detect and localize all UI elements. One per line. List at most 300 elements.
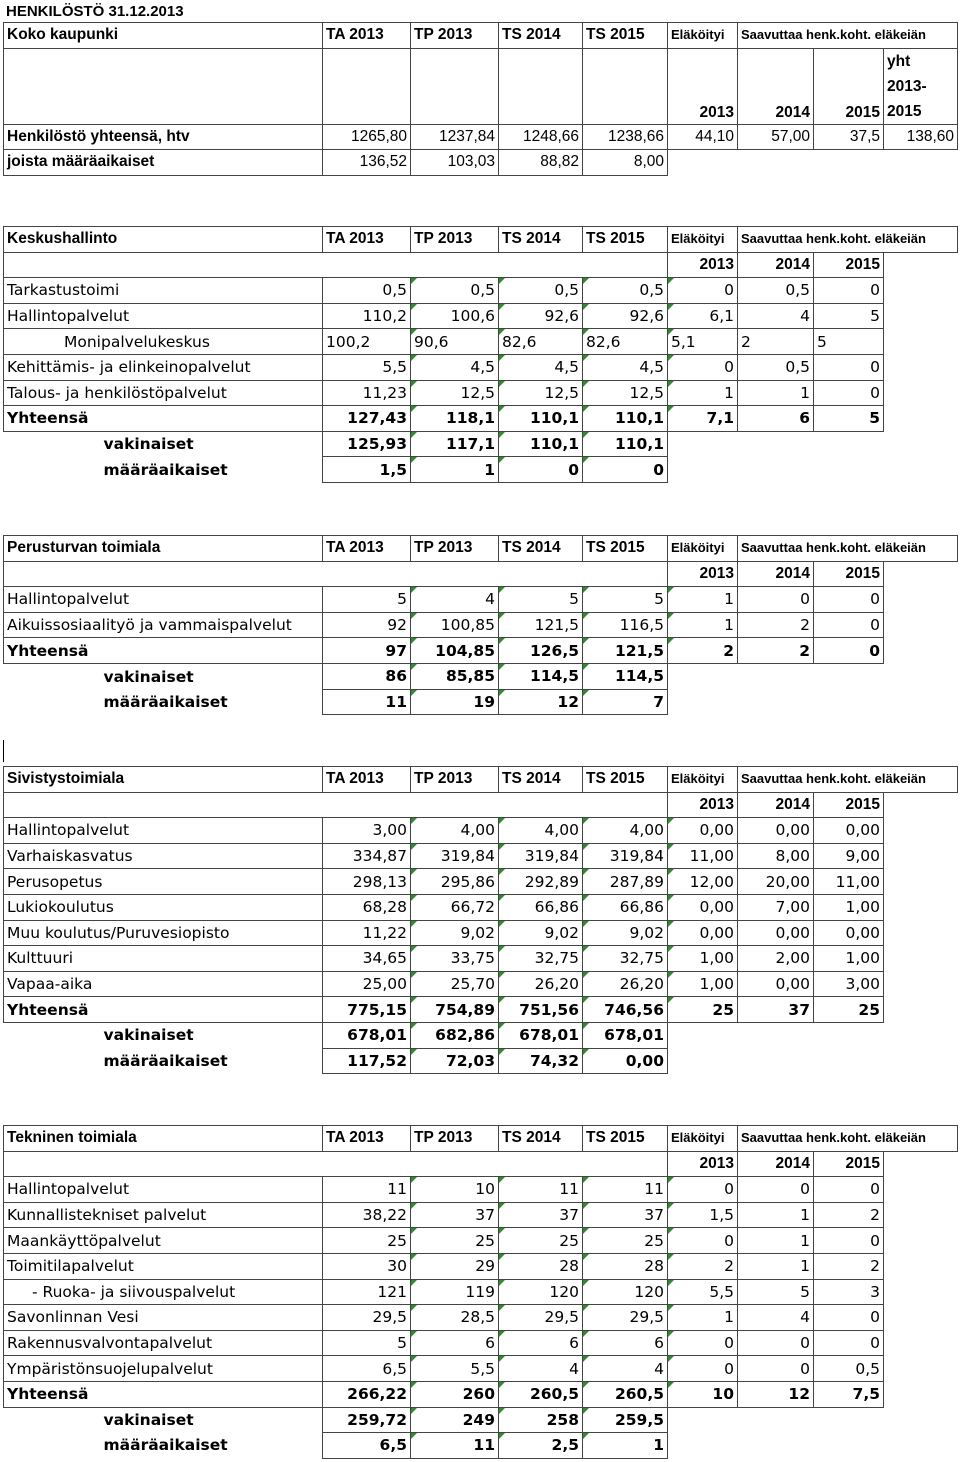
cell-value: 4 bbox=[411, 587, 499, 613]
row-label: vakinaiset bbox=[103, 1026, 194, 1045]
cell-value: 0,00 bbox=[814, 920, 884, 946]
page-title: HENKILÖSTÖ 31.12.2013 bbox=[6, 3, 184, 20]
col-header: TS 2014 bbox=[499, 1126, 583, 1152]
row-label: vakinaiset bbox=[103, 667, 194, 686]
year-header: 2015 bbox=[814, 1151, 884, 1177]
col-saavuttaa: Saavuttaa henk.koht. eläkeiän bbox=[738, 1126, 958, 1152]
cell-value: 28 bbox=[499, 1253, 583, 1279]
cell-value: 0 bbox=[668, 1330, 738, 1356]
cell-value: 110,1 bbox=[499, 431, 583, 457]
cell-value: 0,00 bbox=[583, 1048, 668, 1074]
row-label: Savonlinnan Vesi bbox=[4, 1305, 323, 1331]
col-header: TA 2013 bbox=[323, 227, 411, 253]
cell-value: 25 bbox=[499, 1228, 583, 1254]
row-label: määräaikaiset bbox=[103, 1436, 228, 1455]
year-2013: 2013 bbox=[668, 48, 738, 124]
cell-value: 12,5 bbox=[499, 380, 583, 406]
cell-value: 5 bbox=[814, 329, 884, 355]
cell-value: 25 bbox=[583, 1228, 668, 1254]
cell-value: 119 bbox=[411, 1279, 499, 1305]
cell-value: 1 bbox=[411, 457, 499, 483]
cell-value: 11,00 bbox=[668, 843, 738, 869]
cell-value: 28 bbox=[583, 1253, 668, 1279]
row-label: Hallintopalvelut bbox=[4, 587, 323, 613]
cell-value: 7,5 bbox=[814, 1381, 884, 1407]
col-header: TP 2013 bbox=[411, 536, 499, 562]
table-row bbox=[4, 354, 958, 380]
cell-value: 1 bbox=[738, 1202, 814, 1228]
cell-value: 29,5 bbox=[499, 1305, 583, 1331]
cell-value: 0,00 bbox=[738, 971, 814, 997]
cell-value: 11 bbox=[499, 1177, 583, 1203]
col-header: TS 2015 bbox=[583, 536, 668, 562]
cell-value: 0 bbox=[814, 1228, 884, 1254]
cell-value: 1,5 bbox=[323, 457, 411, 483]
table-row bbox=[4, 1305, 958, 1331]
cell-value: 0,5 bbox=[323, 278, 411, 304]
table-row bbox=[4, 920, 958, 946]
section-name: Tekninen toimiala bbox=[4, 1126, 323, 1152]
table-row bbox=[4, 894, 958, 920]
cell-value: 120 bbox=[583, 1279, 668, 1305]
section-name: Sivistystoimiala bbox=[4, 767, 323, 793]
cell-value: 1 bbox=[583, 1433, 668, 1459]
cell-value: 1 bbox=[668, 612, 738, 638]
table-row bbox=[4, 946, 958, 972]
row-label: määräaikaiset bbox=[103, 692, 228, 711]
cell-value: 11 bbox=[411, 1433, 499, 1459]
cell-value: 26,20 bbox=[499, 971, 583, 997]
cell-value: 266,22 bbox=[323, 1381, 411, 1407]
table-row bbox=[4, 587, 958, 613]
cell-value: 1,00 bbox=[668, 971, 738, 997]
col-elakoityi: Eläköityi bbox=[668, 1126, 738, 1152]
cell-value: 11 bbox=[323, 689, 411, 715]
row-label: Kulttuuri bbox=[4, 946, 323, 972]
col-elakoityi: Eläköityi bbox=[668, 767, 738, 793]
table-row bbox=[4, 1433, 958, 1459]
cell-value: 6,1 bbox=[668, 303, 738, 329]
row-label: Yhteensä bbox=[4, 997, 323, 1023]
cell-value: 37 bbox=[411, 1202, 499, 1228]
table-row bbox=[4, 1048, 958, 1074]
cell-value: 6 bbox=[583, 1330, 668, 1356]
table-row bbox=[4, 1381, 958, 1407]
year-header: 2014 bbox=[738, 792, 814, 818]
cell-value: 25,70 bbox=[411, 971, 499, 997]
cell-value: 20,00 bbox=[738, 869, 814, 895]
cell-value: 298,13 bbox=[323, 869, 411, 895]
cell-value: 6,5 bbox=[323, 1433, 411, 1459]
cell-value: 19 bbox=[411, 689, 499, 715]
cell-value: 3 bbox=[814, 1279, 884, 1305]
cell-value: 2 bbox=[738, 612, 814, 638]
cell-value: 32,75 bbox=[499, 946, 583, 972]
cell-value: 7,00 bbox=[738, 894, 814, 920]
cell-value: 1 bbox=[668, 1305, 738, 1331]
cell-value: 82,6 bbox=[499, 329, 583, 355]
year-header: 2015 bbox=[814, 561, 884, 587]
cell-value: 0 bbox=[583, 457, 668, 483]
cell-value: 72,03 bbox=[411, 1048, 499, 1074]
row-label: määräaikaiset bbox=[103, 460, 228, 479]
year-header: 2013 bbox=[668, 561, 738, 587]
col-header: TS 2014 bbox=[499, 227, 583, 253]
cell-value: 7 bbox=[583, 689, 668, 715]
cell-value: 259,5 bbox=[583, 1407, 668, 1433]
cell-value: 127,43 bbox=[323, 406, 411, 432]
col-ts2015: TS 2015 bbox=[583, 23, 668, 49]
row-label: - Ruoka- ja siivouspalvelut bbox=[4, 1279, 323, 1305]
cell-value: 12,5 bbox=[583, 380, 668, 406]
cell-value: 37 bbox=[583, 1202, 668, 1228]
cell-value: 260,5 bbox=[583, 1381, 668, 1407]
col-header: TS 2015 bbox=[583, 767, 668, 793]
cell-value: 25 bbox=[411, 1228, 499, 1254]
row-label: Toimitilapalvelut bbox=[4, 1253, 323, 1279]
cell-value: 2 bbox=[814, 1253, 884, 1279]
year-header: 2014 bbox=[738, 252, 814, 278]
cell-value: 0 bbox=[738, 587, 814, 613]
cell-value: 2 bbox=[738, 329, 814, 355]
cell-value: 12 bbox=[499, 689, 583, 715]
col-elakoityi: Eläköityi bbox=[668, 536, 738, 562]
section-name: Perusturvan toimiala bbox=[4, 536, 323, 562]
col-header: TS 2014 bbox=[499, 767, 583, 793]
cell-value: 12,00 bbox=[668, 869, 738, 895]
cell-value: 29,5 bbox=[323, 1305, 411, 1331]
table-row bbox=[4, 1330, 958, 1356]
col-header: TA 2013 bbox=[323, 1126, 411, 1152]
header-row bbox=[4, 227, 958, 253]
cell-value: 6 bbox=[738, 406, 814, 432]
cell-value: 0 bbox=[814, 354, 884, 380]
section-name: Keskushallinto bbox=[4, 227, 323, 253]
tekninen-table bbox=[3, 1125, 958, 1459]
cell-value: 5 bbox=[814, 303, 884, 329]
cell-value: 117,1 bbox=[411, 431, 499, 457]
table-row bbox=[4, 431, 958, 457]
cell-value: 0,5 bbox=[499, 278, 583, 304]
cell-value: 0,00 bbox=[668, 894, 738, 920]
cell-value: 10 bbox=[411, 1177, 499, 1203]
year-header: 2014 bbox=[738, 561, 814, 587]
cell-value: 1,5 bbox=[668, 1202, 738, 1228]
cell-value: 682,86 bbox=[411, 1022, 499, 1048]
cell-value: 0 bbox=[814, 1177, 884, 1203]
table-row bbox=[4, 1279, 958, 1305]
year-2015: 2015 bbox=[814, 48, 884, 124]
cell-value: 0,00 bbox=[738, 818, 814, 844]
cell-value: 110,1 bbox=[583, 406, 668, 432]
cell-value: 66,72 bbox=[411, 894, 499, 920]
col-header: TS 2014 bbox=[499, 536, 583, 562]
cell-value: 25 bbox=[323, 1228, 411, 1254]
cell-value: 5,5 bbox=[668, 1279, 738, 1305]
col-header: TA 2013 bbox=[323, 536, 411, 562]
cell-value: 26,20 bbox=[583, 971, 668, 997]
cell-value: 319,84 bbox=[499, 843, 583, 869]
cell-value: 38,22 bbox=[323, 1202, 411, 1228]
cell-value: 334,87 bbox=[323, 843, 411, 869]
cell-value: 5,1 bbox=[668, 329, 738, 355]
table-row bbox=[4, 329, 958, 355]
row-label: Yhteensä bbox=[4, 638, 323, 664]
row-label: Kehittämis- ja elinkeinopalvelut bbox=[4, 354, 323, 380]
cell-value: 118,1 bbox=[411, 406, 499, 432]
year-header: 2015 bbox=[814, 792, 884, 818]
year-header: 2013 bbox=[668, 252, 738, 278]
cell-value: 4 bbox=[738, 303, 814, 329]
col-ta2013: TA 2013 bbox=[323, 23, 411, 49]
cell-value: 82,6 bbox=[583, 329, 668, 355]
cell-value: 678,01 bbox=[499, 1022, 583, 1048]
cell-value: 121 bbox=[323, 1279, 411, 1305]
cell-value: 32,75 bbox=[583, 946, 668, 972]
cell-value: 116,5 bbox=[583, 612, 668, 638]
cell-value: 0,00 bbox=[738, 920, 814, 946]
table-row: Henkilöstö yhteensä, htv 1265,80 1237,84 1248,66 1238,66 44,10 57,00 37,5 138,60 bbox=[4, 124, 958, 150]
cell-value: 37 bbox=[499, 1202, 583, 1228]
table-row bbox=[4, 997, 958, 1023]
cell-value: 30 bbox=[323, 1253, 411, 1279]
cell-value: 7,1 bbox=[668, 406, 738, 432]
cell-value: 4,5 bbox=[411, 354, 499, 380]
cell-value: 0 bbox=[814, 638, 884, 664]
cell-value: 9,02 bbox=[411, 920, 499, 946]
table-row bbox=[4, 818, 958, 844]
row-label: Talous- ja henkilöstöpalvelut bbox=[4, 380, 323, 406]
table-row bbox=[4, 663, 958, 689]
cell-value: 1 bbox=[738, 1228, 814, 1254]
col-elakoityi: Eläköityi bbox=[668, 227, 738, 253]
table-row bbox=[4, 278, 958, 304]
cell-value: 29,5 bbox=[583, 1305, 668, 1331]
cell-value: 10 bbox=[668, 1381, 738, 1407]
cell-value: 126,5 bbox=[499, 638, 583, 664]
years-row bbox=[4, 561, 958, 587]
cell-value: 0 bbox=[668, 1356, 738, 1382]
cell-value: 110,1 bbox=[499, 406, 583, 432]
table-row bbox=[4, 689, 958, 715]
cell-value: 114,5 bbox=[583, 663, 668, 689]
cell-value: 678,01 bbox=[583, 1022, 668, 1048]
cell-value: 0 bbox=[738, 1356, 814, 1382]
cell-value: 8,00 bbox=[738, 843, 814, 869]
col-tp2013: TP 2013 bbox=[411, 23, 499, 49]
col-header: TP 2013 bbox=[411, 767, 499, 793]
years-row bbox=[4, 792, 958, 818]
row-label: Ympäristönsuojelupalvelut bbox=[4, 1356, 323, 1382]
cell-value: 0 bbox=[668, 1177, 738, 1203]
cell-value: 0,00 bbox=[668, 818, 738, 844]
row-label: Yhteensä bbox=[4, 1381, 323, 1407]
cell-value: 319,84 bbox=[411, 843, 499, 869]
cell-value: 11 bbox=[323, 1177, 411, 1203]
cell-value: 9,00 bbox=[814, 843, 884, 869]
cell-value: 86 bbox=[323, 663, 411, 689]
table-row bbox=[4, 1022, 958, 1048]
cell-value: 1 bbox=[738, 1253, 814, 1279]
cell-value: 287,89 bbox=[583, 869, 668, 895]
sivistystoimiala-table bbox=[3, 766, 958, 1074]
cell-value: 11,22 bbox=[323, 920, 411, 946]
cell-value: 0 bbox=[668, 1228, 738, 1254]
row-label: Hallintopalvelut bbox=[4, 1177, 323, 1203]
cell-value: 68,28 bbox=[323, 894, 411, 920]
cell-value: 0 bbox=[738, 1177, 814, 1203]
cell-value: 1,00 bbox=[814, 946, 884, 972]
cell-value: 292,89 bbox=[499, 869, 583, 895]
cell-value: 25 bbox=[814, 997, 884, 1023]
cell-value: 5 bbox=[583, 587, 668, 613]
cell-value: 120 bbox=[499, 1279, 583, 1305]
cell-value: 0 bbox=[668, 354, 738, 380]
cell-value: 92,6 bbox=[583, 303, 668, 329]
cell-value: 5 bbox=[814, 406, 884, 432]
table-row bbox=[4, 1228, 958, 1254]
cell-value: 3,00 bbox=[814, 971, 884, 997]
years-row bbox=[4, 252, 958, 278]
cell-value: 28,5 bbox=[411, 1305, 499, 1331]
cell-value: 0,5 bbox=[738, 278, 814, 304]
perusturva-table bbox=[3, 535, 958, 715]
table-row bbox=[4, 303, 958, 329]
cell-value: 2,00 bbox=[738, 946, 814, 972]
year-header: 2015 bbox=[814, 252, 884, 278]
cell-value: 4,5 bbox=[499, 354, 583, 380]
cell-value: 92 bbox=[323, 612, 411, 638]
table-row bbox=[4, 869, 958, 895]
col-saavuttaa: Saavuttaa henk.koht. eläkeiän bbox=[738, 767, 958, 793]
cell-value: 6 bbox=[411, 1330, 499, 1356]
table-row bbox=[4, 1253, 958, 1279]
cell-value: 746,56 bbox=[583, 997, 668, 1023]
header-row bbox=[4, 536, 958, 562]
cell-value: 258 bbox=[499, 1407, 583, 1433]
cell-value: 85,85 bbox=[411, 663, 499, 689]
col-saavuttaa: Saavuttaa henk.koht. eläkeiän bbox=[738, 536, 958, 562]
cell-value: 0 bbox=[814, 1305, 884, 1331]
table-row bbox=[4, 1407, 958, 1433]
cell-value: 0 bbox=[738, 1330, 814, 1356]
cell-value: 66,86 bbox=[583, 894, 668, 920]
row-label: määräaikaiset bbox=[103, 1051, 228, 1070]
cell-value: 319,84 bbox=[583, 843, 668, 869]
col-header: TS 2015 bbox=[583, 1126, 668, 1152]
cell-value: 117,52 bbox=[323, 1048, 411, 1074]
table-row: joista määräaikaiset 136,52 103,03 88,82 8,00 bbox=[4, 150, 958, 176]
row-label: Kunnallistekniset palvelut bbox=[4, 1202, 323, 1228]
row-label: vakinaiset bbox=[103, 1411, 194, 1430]
header-row bbox=[4, 767, 958, 793]
cell-value: 775,15 bbox=[323, 997, 411, 1023]
cell-value: 4,00 bbox=[411, 818, 499, 844]
cell-value: 25 bbox=[668, 997, 738, 1023]
cell-value: 12 bbox=[738, 1381, 814, 1407]
cell-value: 9,02 bbox=[583, 920, 668, 946]
row-label: Monipalvelukeskus bbox=[4, 329, 323, 355]
cell-value: 12,5 bbox=[411, 380, 499, 406]
col-header: TA 2013 bbox=[323, 767, 411, 793]
col-header: TP 2013 bbox=[411, 1126, 499, 1152]
cell-value: 11,23 bbox=[323, 380, 411, 406]
year-header: 2014 bbox=[738, 1151, 814, 1177]
col-ts2014: TS 2014 bbox=[499, 23, 583, 49]
row-label: Muu koulutus/Puruvesiopisto bbox=[4, 920, 323, 946]
cell-value: 751,56 bbox=[499, 997, 583, 1023]
cell-value: 5,5 bbox=[411, 1356, 499, 1382]
cell-value: 6 bbox=[499, 1330, 583, 1356]
cell-value: 11,00 bbox=[814, 869, 884, 895]
cell-value: 66,86 bbox=[499, 894, 583, 920]
header-row bbox=[4, 1126, 958, 1152]
cell-value: 2 bbox=[814, 1202, 884, 1228]
cell-value: 5 bbox=[499, 587, 583, 613]
cell-value: 0 bbox=[814, 587, 884, 613]
row-label: Maankäyttöpalvelut bbox=[4, 1228, 323, 1254]
table-row bbox=[4, 638, 958, 664]
cell-value: 5 bbox=[738, 1279, 814, 1305]
cell-value: 29 bbox=[411, 1253, 499, 1279]
cell-value: 295,86 bbox=[411, 869, 499, 895]
cell-value: 2 bbox=[668, 1253, 738, 1279]
table-row bbox=[4, 1177, 958, 1203]
cell-value: 25,00 bbox=[323, 971, 411, 997]
yht-header: yht 2013- 2015 bbox=[884, 48, 958, 124]
section-name: Koko kaupunki bbox=[4, 23, 323, 49]
year-header: 2013 bbox=[668, 1151, 738, 1177]
cell-value: 260 bbox=[411, 1381, 499, 1407]
cell-value: 0 bbox=[499, 457, 583, 483]
cell-value: 3,00 bbox=[323, 818, 411, 844]
cell-value: 2 bbox=[668, 638, 738, 664]
row-label: vakinaiset bbox=[103, 435, 194, 454]
cell-value: 90,6 bbox=[411, 329, 499, 355]
cell-value: 125,93 bbox=[323, 431, 411, 457]
row-label: Tarkastustoimi bbox=[4, 278, 323, 304]
col-header: TS 2015 bbox=[583, 227, 668, 253]
cell-value: 121,5 bbox=[583, 638, 668, 664]
year-header: 2013 bbox=[668, 792, 738, 818]
cell-value: 0,5 bbox=[583, 278, 668, 304]
col-saavuttaa: Saavuttaa henk.koht. eläkeiän bbox=[738, 23, 958, 49]
table-row bbox=[4, 612, 958, 638]
cell-value: 5,5 bbox=[323, 354, 411, 380]
row-label: Hallintopalvelut bbox=[4, 818, 323, 844]
row-label: Varhaiskasvatus bbox=[4, 843, 323, 869]
cell-value: 1 bbox=[738, 380, 814, 406]
cell-value: 97 bbox=[323, 638, 411, 664]
cell-value: 0,5 bbox=[738, 354, 814, 380]
cell-value: 121,5 bbox=[499, 612, 583, 638]
col-saavuttaa: Saavuttaa henk.koht. eläkeiän bbox=[738, 227, 958, 253]
cell-value: 114,5 bbox=[499, 663, 583, 689]
year-2014: 2014 bbox=[738, 48, 814, 124]
cell-value: 6,5 bbox=[323, 1356, 411, 1382]
cell-value: 0 bbox=[814, 380, 884, 406]
cell-value: 754,89 bbox=[411, 997, 499, 1023]
cell-value: 100,6 bbox=[411, 303, 499, 329]
cell-value: 4,5 bbox=[583, 354, 668, 380]
cell-value: 0 bbox=[814, 1330, 884, 1356]
cell-value: 2 bbox=[738, 638, 814, 664]
cell-value: 100,85 bbox=[411, 612, 499, 638]
cell-value: 1 bbox=[668, 587, 738, 613]
cell-value: 249 bbox=[411, 1407, 499, 1433]
cell-value: 678,01 bbox=[323, 1022, 411, 1048]
cell-value: 0 bbox=[814, 278, 884, 304]
